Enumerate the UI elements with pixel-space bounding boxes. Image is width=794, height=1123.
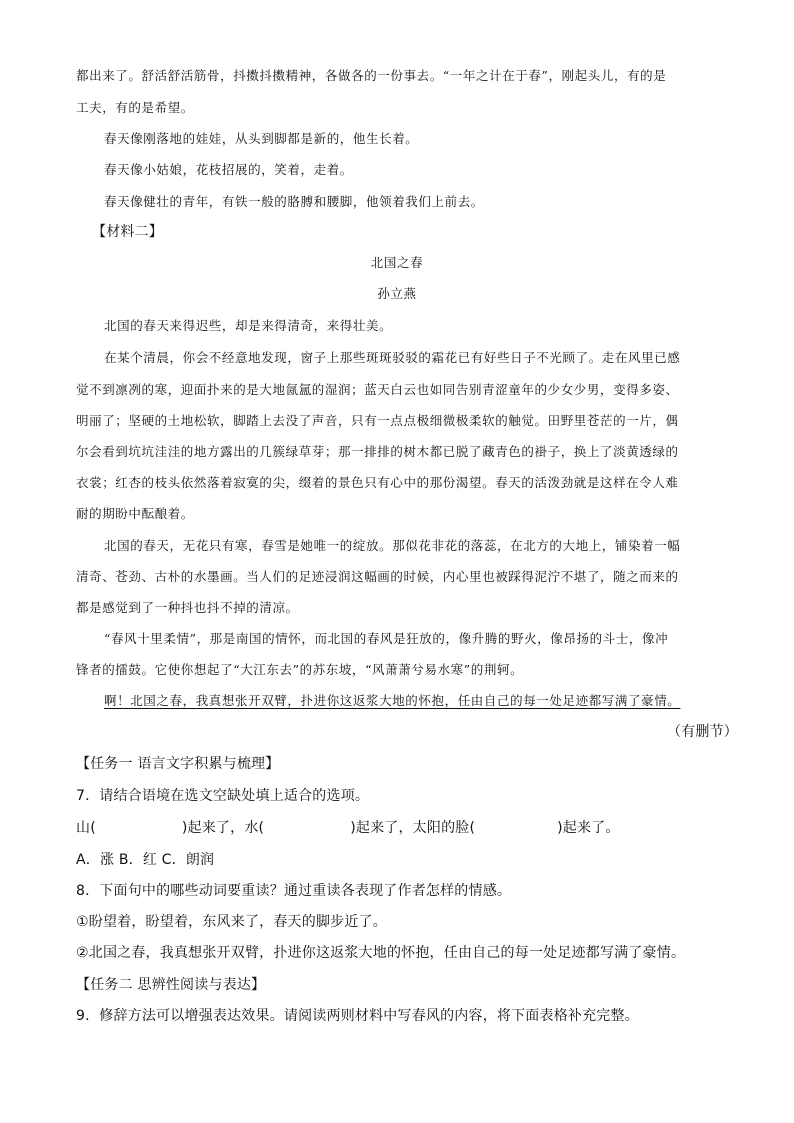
material2-line-2: 在某个清晨，你会不经意地发现，窗子上那些斑斑驳驳的霜花已有好些日子不光顾了。走在风里已感 — [104, 350, 681, 365]
material2-line-7: 耐的期盼中酝酿着。 — [76, 506, 194, 521]
passage1-line-4: 春天像小姑娘，花枝招展的，笑着，走着。 — [104, 162, 353, 177]
material2-line-4: 明丽了；坚硬的土地松软，脚踏上去没了声音，只有一点点极细微极柔软的触觉。田野里苍茫的一片，偶 — [76, 413, 679, 428]
material2-line-1: 北国的春天来得迟些，却是来得清奇，来得壮美。 — [104, 318, 393, 333]
task1-heading: 【任务一 语言文字积累与梳理】 — [76, 756, 280, 772]
abridged-note: （有删节） — [667, 724, 738, 740]
passage1-line-1: 都出来了。舒活舒活筋骨，抖擞抖擞精神，各做各的一份事去。“一年之计在于春”，刚起头儿，有的是 — [76, 68, 667, 83]
q8-stem: 8．下面句中的哪些动词要重读？通过重读各表现了作者怎样的情感。 — [76, 883, 512, 899]
material2-title: 北国之春 — [370, 255, 424, 270]
material2-line-9: 清奇、苍劲、古朴的水墨画。当人们的足迹浸润这幅画的时候，内心里也被踩得泥泞不堪了，随之而来的 — [76, 569, 679, 584]
material2-line-5: 尔会看到坑坑洼洼的地方露出的几簇绿草芽；那一排排的树木都已脱了藏青色的褂子，换上了淡黄透绿的 — [76, 444, 679, 459]
q7-fill-part-3: )起来了，太阳的脸( — [350, 820, 476, 836]
passage1-line-3: 春天像刚落地的娃娃，从头到脚都是新的，他生长着。 — [104, 131, 419, 146]
q8-item-1: ①盼望着，盼望着，东风来了，春天的脚步近了。 — [76, 914, 387, 930]
material2-line-12: 锋者的擂鼓。它使你想起了“大江东去”的苏东坡，“风萧萧兮易水寒”的荆轲。 — [76, 662, 524, 677]
passage1-line-5: 春天像健壮的青年，有铁一般的胳膊和腰脚，他领着我们上前去。 — [104, 194, 484, 209]
material2-line-13-underlined: 啊！北国之春，我真想张开双臂，扑进你这返浆大地的怀抱，任由自己的每一处足迹都写满了豪情。 — [104, 693, 681, 708]
q7-fill-part-1: 山( — [76, 820, 96, 836]
q7-options: A．涨 B．红 C．朗润 — [76, 852, 215, 868]
material2-line-8: 北国的春天，无花只有寒，春雪是她唯一的绽放。那似花非花的落蕊，在北方的大地上，铺染着一幅 — [104, 538, 681, 553]
material2-line-11: “春风十里柔情”，那是南国的情怀，而北国的春风是狂放的，像升腾的野火，像昂扬的斗士，像冲 — [104, 631, 669, 646]
passage1-line-2: 工夫，有的是希望。 — [76, 100, 194, 115]
q7-fill-part-4: )起来了。 — [557, 820, 620, 836]
q7-fill-part-2: )起来了，水( — [181, 820, 265, 836]
material2-line-6: 衣裳；红杏的枝头依然落着寂寞的尖，缀着的景色只有心中的那份渴望。春天的活泼劲就是这样在令人难 — [76, 475, 679, 490]
q8-item-2: ②北国之春，我真想张开双臂，扑进你这返浆大地的怀抱，任由自己的每一处足迹都写满了豪情。 — [76, 945, 686, 961]
material2-author: 孙立燕 — [377, 286, 417, 301]
q9-stem: 9．修辞方法可以增强表达效果。请阅读两则材料中写春风的内容，将下面表格补充完整。 — [76, 1008, 639, 1024]
q7-stem: 7．请结合语境在选文空缺处填上适合的选项。 — [76, 788, 370, 804]
q7-fill-row — [76, 818, 620, 838]
material2-line-3: 觉不到凛冽的寒，迎面扑来的是大地氤氲的湿润；蓝天白云也如同告别青涩童年的少女少男，变得多姿、 — [76, 382, 679, 397]
task2-heading: 【任务二 思辨性阅读与表达】 — [76, 977, 266, 993]
material2-line-10: 都是感觉到了一种抖也抖不掉的清凉。 — [76, 600, 299, 615]
material2-label: 【材料二】 — [92, 224, 163, 240]
